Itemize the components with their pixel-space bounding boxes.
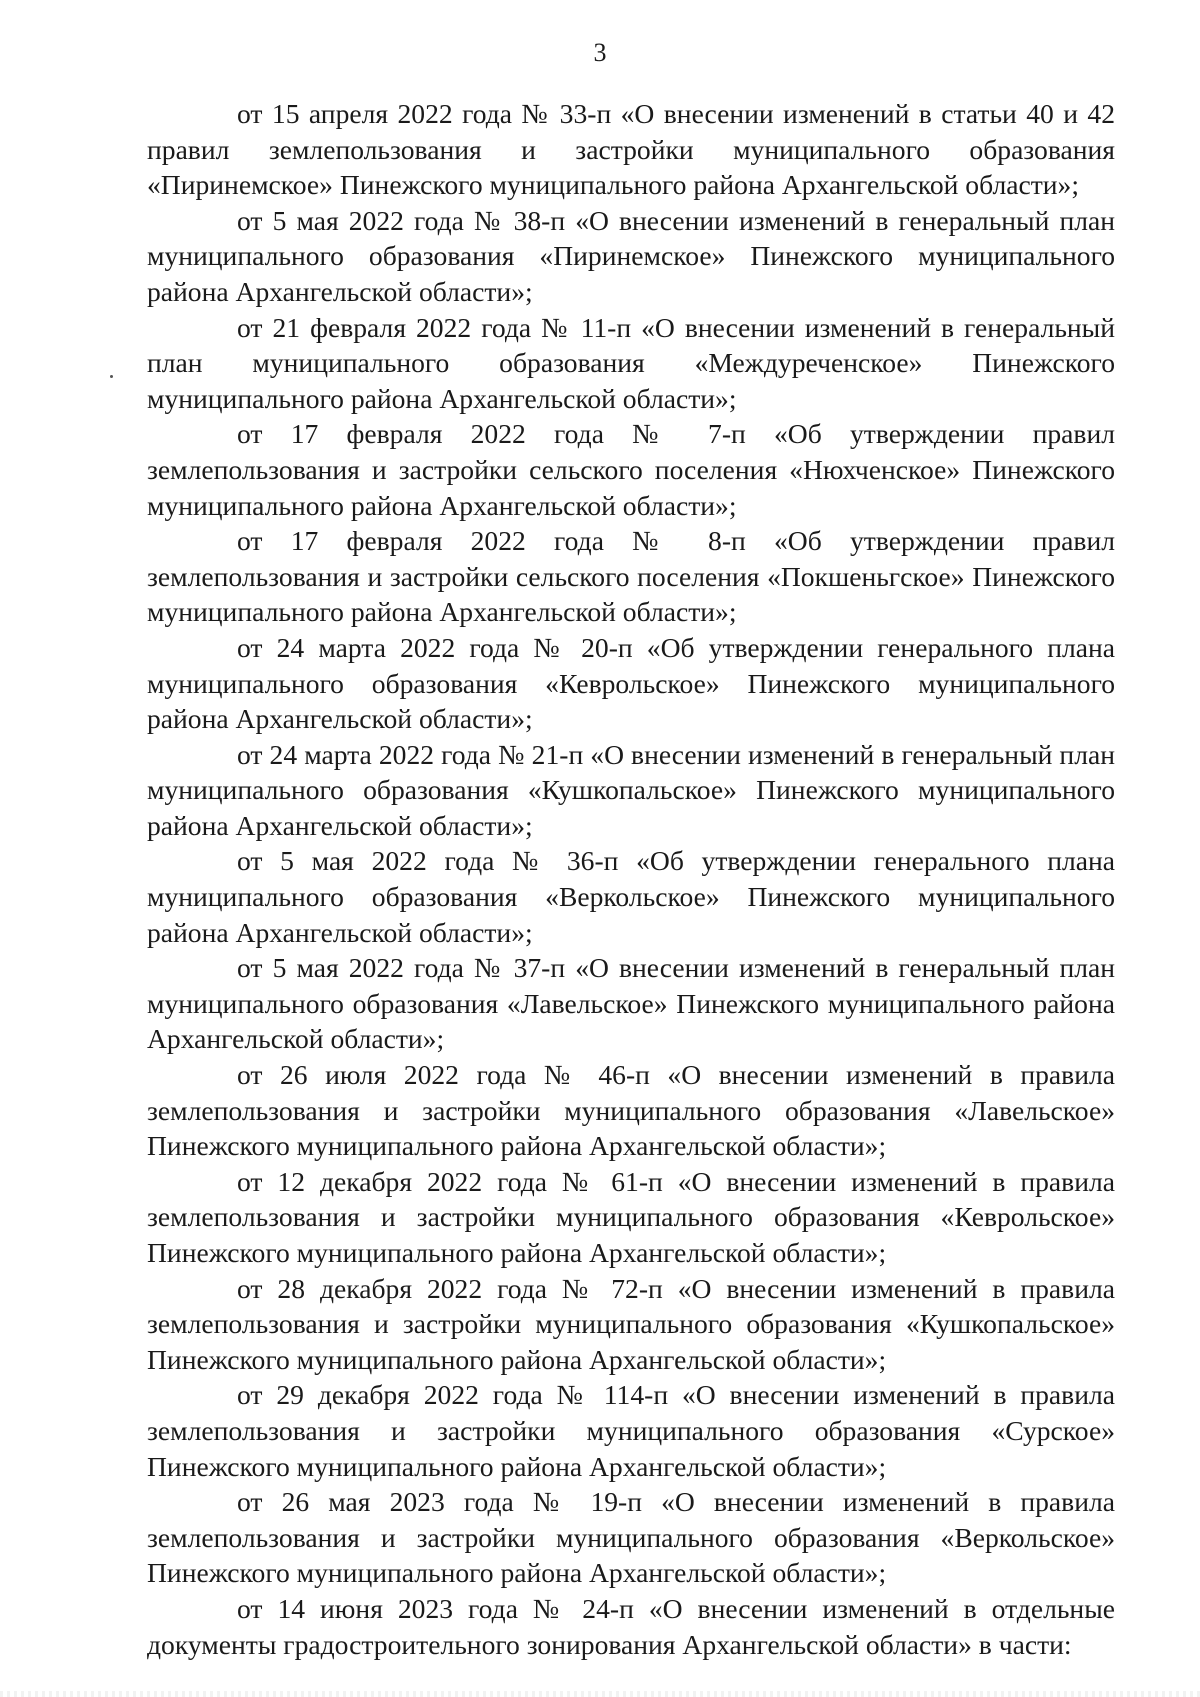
paragraph-6: от 24 марта 2022 года № 20-п «Об утверждении генерального плана муниципального образования «Кеврольское» Пинежского муниципального района Архангельской области»; <box>147 631 1115 735</box>
paragraph-2: от 5 мая 2022 года № 38-п «О внесении изменений в генеральный план муниципального образования «Пиринемское» Пинежского муниципального района Архангельской области»; <box>147 204 1115 307</box>
paragraph-11: от 12 декабря 2022 года № 61-п «О внесении изменений в правила землепользования и застройки муниципального образования «Кеврольское» Пинежского муниципального района Архангельской области»; <box>147 1165 1115 1268</box>
paragraph-13: от 29 декабря 2022 года № 114-п «О внесении изменений в правила землепользования и застройки муниципального образования «Сурское» Пинежского муниципального района Архангельской области»; <box>147 1379 1115 1482</box>
paragraph-12: от 28 декабря 2022 года № 72-п «О внесении изменений в правила землепользования и застройки муниципального образования «Кушкопальское» Пинежского муниципального района Архангельской области»; <box>147 1272 1115 1375</box>
paragraph-9: от 5 мая 2022 года № 37-п «О внесении изменений в генеральный план муниципального образования «Лавельское» Пинежского муниципального района Архангельской области»; <box>147 952 1115 1055</box>
paragraph-10: от 26 июля 2022 года № 46-п «О внесении изменений в правила землепользования и застройки муниципального образования «Лавельское» Пинежского муниципального района Архангельской области»; <box>147 1059 1115 1162</box>
paragraph-1: от 15 апреля 2022 года № 33-п «О внесении изменений в статьи 40 и 42 правил землепользования и застройки муниципального образования «Пиринемское» Пинежского муниципального района Архангельской области»; <box>147 98 1115 201</box>
paragraph-7: от 24 марта 2022 года № 21-п «О внесении изменений в генеральный план муниципального образования «Кушкопальское» Пинежского муниципального района Архангельской области»; <box>147 738 1115 841</box>
scan-speck <box>110 375 113 378</box>
paragraph-15: от 14 июня 2023 года № 24-п «О внесении изменений в отдельные документы градостроительного зонирования Архангельской области» в части: <box>147 1592 1115 1660</box>
document-body <box>147 96 1115 1662</box>
paragraph-3: от 21 февраля 2022 года № 11-п «О внесении изменений в генеральный план муниципального образования «Междуреченское» Пинежского муниципального района Архангельской области»; <box>147 311 1115 414</box>
paragraph-5: от 17 февраля 2022 года № 8-п «Об утверждении правил землепользования и застройки сельского поселения «Покшеньгское» Пинежского муниципального района Архангельской области»; <box>147 525 1115 628</box>
scan-edge <box>0 1691 1200 1697</box>
paragraph-8: от 5 мая 2022 года № 36-п «Об утверждении генерального плана муниципального образования «Веркольское» Пинежского муниципального района Архангельской области»; <box>147 845 1115 948</box>
paragraph-14: от 26 мая 2023 года № 19-п «О внесении изменений в правила землепользования и застройки муниципального образования «Веркольское» Пинежского муниципального района Архангельской области»; <box>147 1486 1115 1589</box>
paragraph-4: от 17 февраля 2022 года № 7-п «Об утверждении правил землепользования и застройки сельского поселения «Нюхченское» Пинежского муниципального района Архангельской области»; <box>147 418 1115 521</box>
page-number: 3 <box>593 38 607 67</box>
